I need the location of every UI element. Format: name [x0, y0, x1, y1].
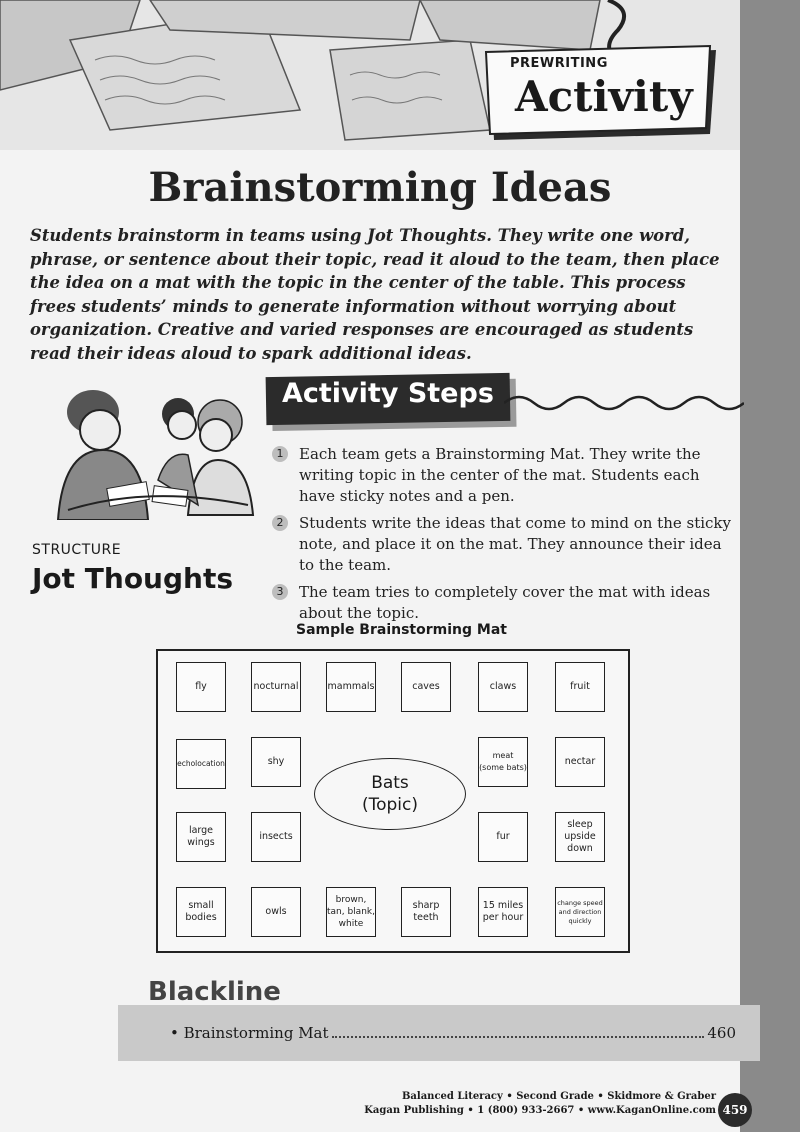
- topic-oval: [314, 758, 466, 830]
- step-item: [272, 582, 732, 624]
- topic-name: Bats: [371, 773, 409, 793]
- sticky-note: fly: [176, 662, 226, 712]
- sticky-note: shy: [251, 737, 301, 787]
- dot-leader: [332, 1036, 705, 1038]
- sticky-note: insects: [251, 812, 301, 862]
- students-illustration: [38, 380, 258, 520]
- structure-label: STRUCTURE: [32, 542, 122, 558]
- topic-label: (Topic): [361, 795, 419, 815]
- step-item: [272, 513, 732, 576]
- blackline-item-label: • Brainstorming Mat: [170, 1024, 329, 1042]
- structure-name: Jot Thoughts: [32, 562, 234, 595]
- blackline-entry[interactable]: [170, 1024, 736, 1042]
- step-number: 1: [272, 446, 288, 462]
- badge-prewriting-label: PREWRITING: [510, 56, 608, 71]
- sticky-note: claws: [478, 662, 528, 712]
- intro-paragraph: Students brainstorm in teams using Jot Thoughts. They write one word, phrase, or sentence about their topic, read it aloud to the team, then place the idea on a mat with the topic in the center of the table. This process frees students’ minds to generate information without worrying about organization. Creative and varied responses are encouraged as students read their ideas aloud to spark additional ideas.: [30, 226, 720, 363]
- step-text: The team tries to completely cover the mat with ideas about the topic.: [299, 583, 711, 622]
- sticky-note: nectar: [555, 737, 605, 787]
- step-text: Students write the ideas that come to mind on the sticky note, and place it on the mat. They announce their idea to the team.: [299, 514, 731, 574]
- sticky-note: sharp teeth: [401, 887, 451, 937]
- sticky-note: mammals: [326, 662, 376, 712]
- sticky-note: 15 miles per hour: [478, 887, 528, 937]
- sticky-note: owls: [251, 887, 301, 937]
- activity-steps-title: Activity Steps: [282, 378, 494, 409]
- sticky-note: change speed and direction quickly: [555, 887, 605, 937]
- sticky-note: large wings: [176, 812, 226, 862]
- sticky-note: fur: [478, 812, 528, 862]
- sticky-note: nocturnal: [251, 662, 301, 712]
- footer-book-line: Balanced Literacy • Second Grade • Skidmore & Graber: [401, 1091, 716, 1102]
- sticky-note: caves: [401, 662, 451, 712]
- sticky-note: echolocation: [176, 739, 226, 789]
- sticky-note: sleep upside down: [555, 812, 605, 862]
- footer-publisher-line: Kagan Publishing • 1 (800) 933-2667 • www.KaganOnline.com: [364, 1105, 716, 1116]
- sticky-note: meat (some bats): [478, 737, 528, 787]
- blackline-heading: Blackline: [148, 977, 281, 1007]
- page-title: Brainstorming Ideas: [148, 164, 612, 211]
- decorative-squiggle: [504, 388, 744, 418]
- badge-activity-label: Activity: [515, 72, 693, 121]
- mat-caption: Sample Brainstorming Mat: [296, 622, 507, 638]
- footer: [364, 1090, 716, 1118]
- sticky-note: fruit: [555, 662, 605, 712]
- step-text: Each team gets a Brainstorming Mat. They write the writing topic in the center of the mat. Students each have sticky notes and a pen.: [299, 445, 701, 505]
- step-number: 3: [272, 584, 288, 600]
- page-number: 459: [718, 1093, 752, 1127]
- blackline-item-page: 460: [707, 1024, 736, 1042]
- sticky-note: brown, tan, blank, white: [326, 887, 376, 937]
- step-number: 2: [272, 515, 288, 531]
- step-item: [272, 444, 732, 507]
- brainstorming-mat: [156, 649, 630, 953]
- sticky-note: small bodies: [176, 887, 226, 937]
- activity-steps-list: [272, 444, 732, 630]
